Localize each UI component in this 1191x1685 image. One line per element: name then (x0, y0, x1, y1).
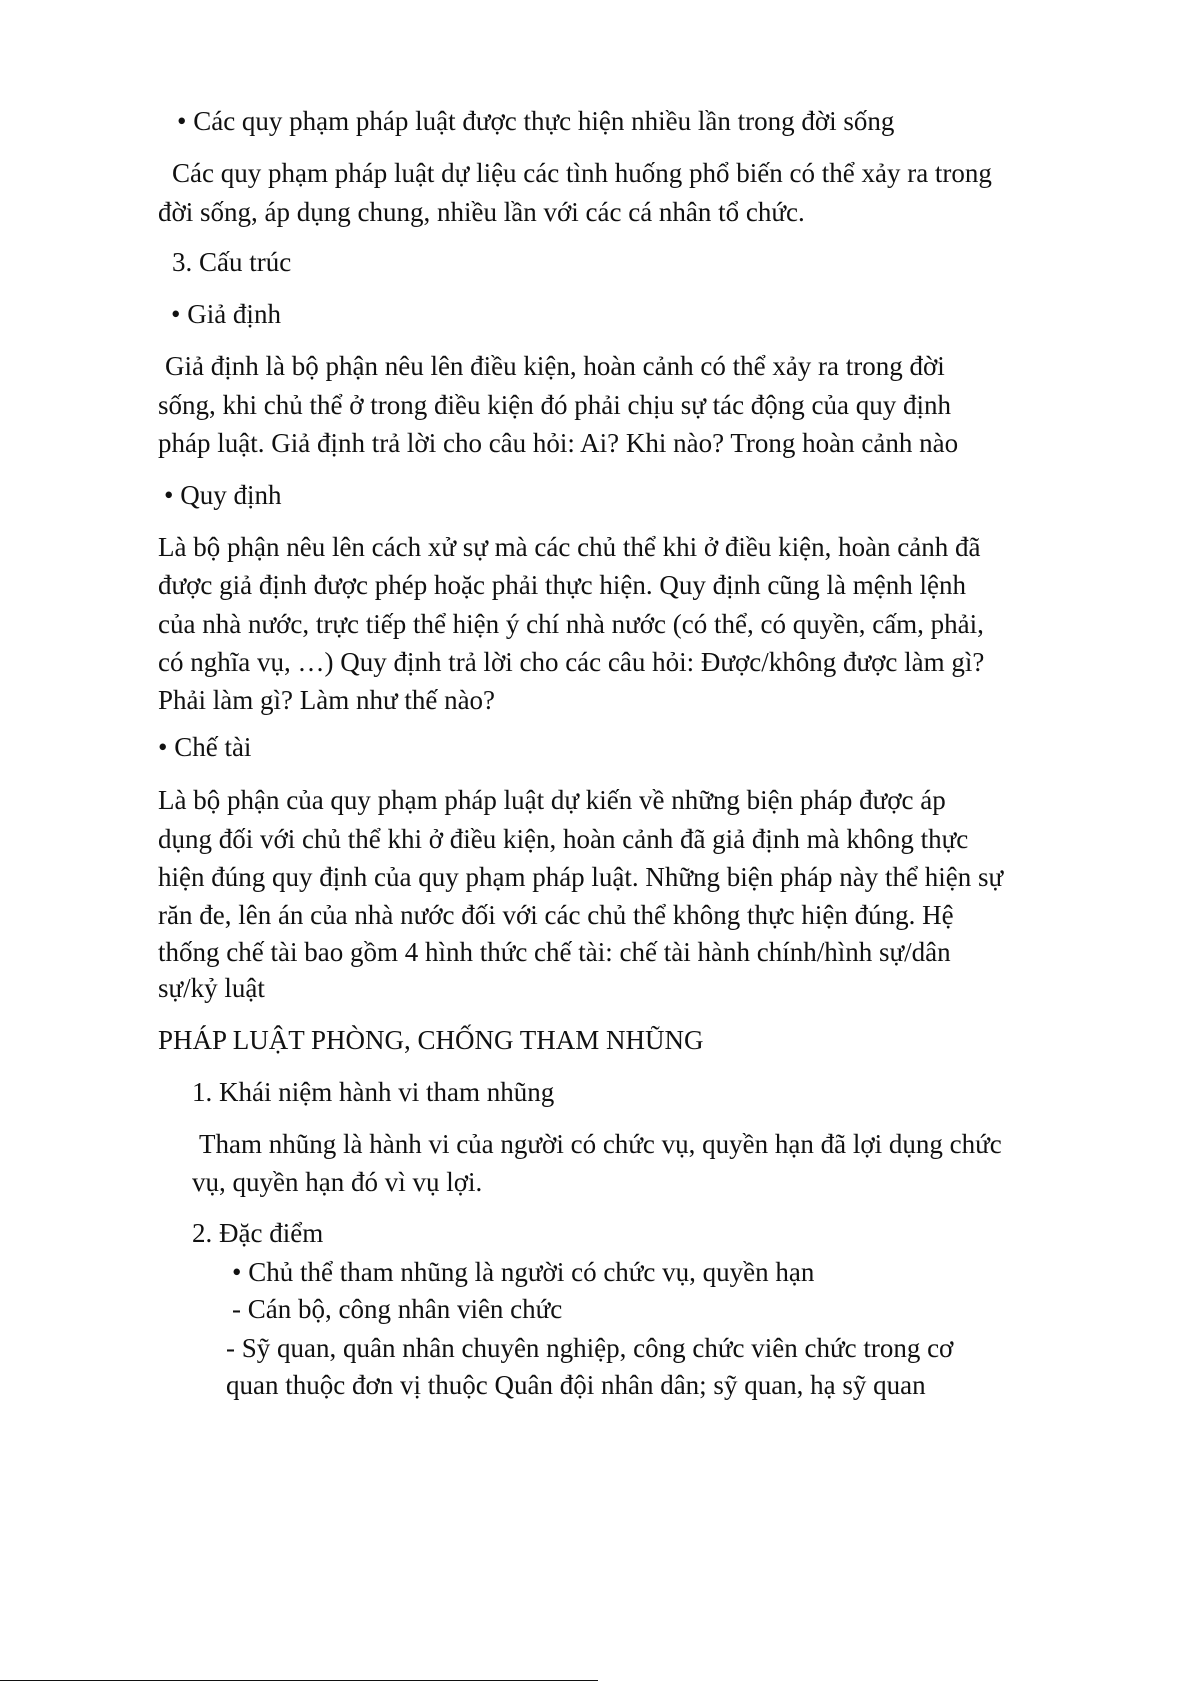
paragraph-line: Là bộ phận của quy phạm pháp luật dự kiến về những biện pháp được áp (158, 785, 946, 815)
paragraph-line: sống, khi chủ thể ở trong điều kiện đó phải chịu sự tác động của quy định (158, 390, 952, 420)
paragraph-line: pháp luật. Giả định trả lời cho câu hỏi: Ai? Khi nào? Trong hoàn cảnh nào (158, 428, 959, 458)
paragraph-line: Là bộ phận nêu lên cách xử sự mà các chủ thể khi ở điều kiện, hoàn cảnh đã (158, 532, 981, 562)
bullet-repeated-application: • Các quy phạm pháp luật được thực hiện nhiều lần trong đời sống (177, 106, 895, 136)
list-item: - Cán bộ, công nhân viên chức (232, 1294, 563, 1324)
section-heading-khai-niem: 1. Khái niệm hành vi tham nhũng (192, 1077, 555, 1107)
paragraph-line: Tham nhũng là hành vi của người có chức vụ, quyền hạn đã lợi dụng chức (199, 1129, 1002, 1159)
bullet-chu-the: • Chủ thể tham nhũng là người có chức vụ, quyền hạn (232, 1257, 815, 1287)
footer-rule (0, 1680, 598, 1681)
paragraph-line: Các quy phạm pháp luật dự liệu các tình huống phổ biến có thể xảy ra trong (172, 158, 992, 188)
paragraph-line: của nhà nước, trực tiếp thể hiện ý chí nhà nước (có thể, có quyền, cấm, phải, (158, 609, 984, 639)
list-item: - Sỹ quan, quân nhân chuyên nghiệp, công chức viên chức trong cơ (226, 1333, 954, 1363)
paragraph-line: đời sống, áp dụng chung, nhiều lần với các cá nhân tổ chức. (158, 197, 805, 227)
bullet-gia-dinh: • Giả định (171, 299, 281, 329)
section-heading-dac-diem: 2. Đặc điểm (192, 1218, 324, 1248)
paragraph-line: được giả định được phép hoặc phải thực hiện. Quy định cũng là mệnh lệnh (158, 570, 967, 600)
paragraph-line: vụ, quyền hạn đó vì vụ lợi. (192, 1167, 483, 1197)
bullet-quy-dinh: • Quy định (164, 480, 282, 510)
paragraph-line: sự/kỷ luật (158, 973, 265, 1003)
list-item-continuation: quan thuộc đơn vị thuộc Quân đội nhân dân; sỹ quan, hạ sỹ quan (226, 1370, 926, 1400)
paragraph-line: có nghĩa vụ, …) Quy định trả lời cho các câu hỏi: Được/không được làm gì? (158, 647, 985, 677)
section-heading-cau-truc: 3. Cấu trúc (172, 247, 292, 277)
paragraph-line: Phải làm gì? Làm như thế nào? (158, 685, 496, 715)
bullet-che-tai: • Chế tài (158, 732, 252, 762)
paragraph-line: Giả định là bộ phận nêu lên điều kiện, hoàn cảnh có thể xảy ra trong đời (165, 351, 945, 381)
paragraph-line: răn đe, lên án của nhà nước đối với các chủ thể không thực hiện đúng. Hệ (158, 900, 954, 930)
paragraph-line: hiện đúng quy định của quy phạm pháp luật. Những biện pháp này thể hiện sự (158, 862, 1004, 892)
chapter-heading: PHÁP LUẬT PHÒNG, CHỐNG THAM NHŨNG (158, 1025, 704, 1055)
paragraph-line: dụng đối với chủ thể khi ở điều kiện, hoàn cảnh đã giả định mà không thực (158, 824, 969, 854)
paragraph-line: thống chế tài bao gồm 4 hình thức chế tài: chế tài hành chính/hình sự/dân (158, 937, 951, 967)
